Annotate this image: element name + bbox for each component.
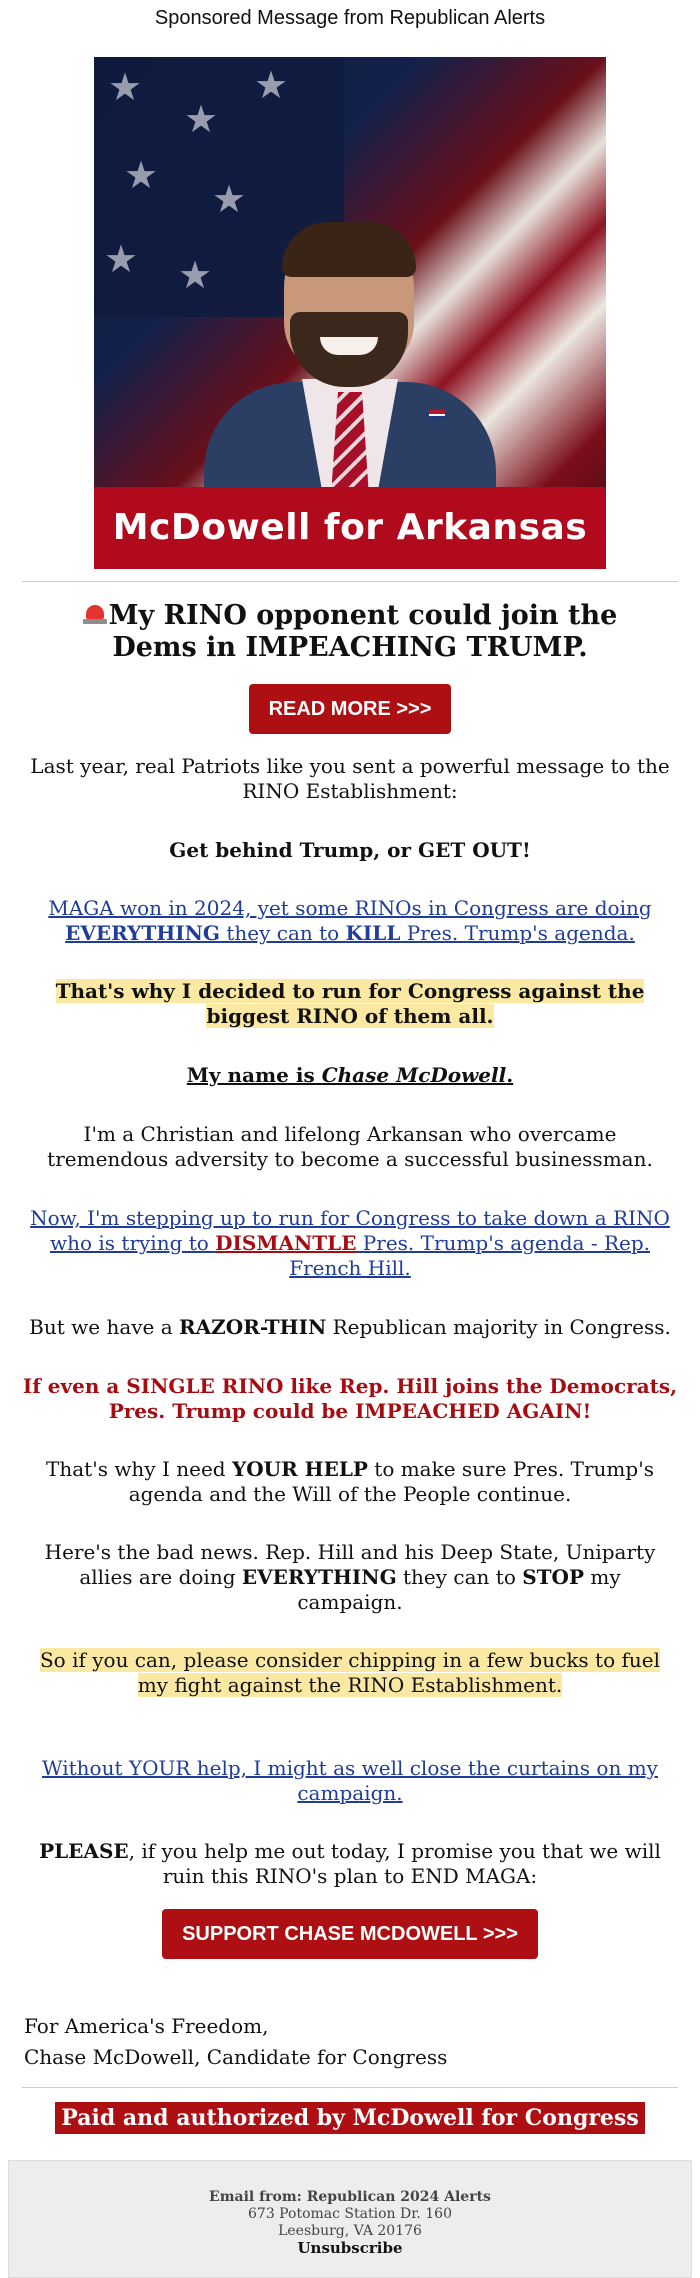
sponsored-message-header: Sponsored Message from Republican Alerts (154, 7, 546, 29)
headline-text: My RINO opponent could join the Dems in IMPEACHING TRUMP. (108, 600, 618, 663)
candidate-smile (320, 337, 378, 355)
hero-banner: McDowell for Arkansas (94, 487, 606, 569)
candidate-hair (282, 222, 416, 277)
flag-pin-icon (429, 410, 445, 420)
paragraph-about: I'm a Christian and lifelong Arkansan who overcame tremendous adversity to become a successful businessman. (47, 1122, 653, 1171)
paragraph-get-behind-trump: Get behind Trump, or GET OUT! (169, 838, 531, 862)
paragraph-your-help: That's why I need YOUR HELP to make sure Pres. Trump's agenda and the Will of the People continue. (46, 1457, 654, 1506)
divider (22, 2087, 678, 2088)
support-button[interactable]: SUPPORT CHASE MCDOWELL >>> (162, 1909, 538, 1959)
unsubscribe-link[interactable]: Unsubscribe (297, 2239, 403, 2257)
flag-canton: ★ ★ ★ ★ ★ ★ ★ (94, 57, 344, 317)
paragraph-impeached-warning: If even a SINGLE RINO like Rep. Hill joins the Democrats, Pres. Trump could be IMPEACHED AGAIN! (22, 1374, 678, 1423)
paragraph-my-name: My name is Chase McDowell. (186, 1063, 514, 1087)
paragraph-run-for-congress: That's why I decided to run for Congress against the biggest RINO of them all. (55, 979, 645, 1028)
footer (8, 2160, 692, 2278)
signoff-line-1: For America's Freedom, (24, 2014, 269, 2038)
siren-icon (83, 603, 107, 625)
hero-image[interactable] (94, 57, 606, 569)
link-maga-won[interactable]: MAGA won in 2024, yet some RINOs in Congress are doing EVERYTHING they can to KILL Pres. Trump's agenda. (48, 896, 652, 945)
headline (40, 600, 660, 664)
footer-address-1: 673 Potomac Station Dr. 160 (248, 2206, 452, 2222)
signoff (24, 2011, 676, 2073)
read-more-button[interactable]: READ MORE >>> (249, 684, 451, 734)
signoff-line-2: Chase McDowell, Candidate for Congress (24, 2045, 448, 2069)
footer-address-2: Leesburg, VA 20176 (278, 2223, 422, 2239)
paragraph-chip-in: So if you can, please consider chipping in a few bucks to fuel my fight against the RINO Establishment. (39, 1648, 661, 1697)
link-close-curtains[interactable]: Without YOUR help, I might as well close the curtains on my campaign. (42, 1756, 658, 1805)
footer-from: Email from: Republican 2024 Alerts (209, 2189, 491, 2205)
paid-for-disclaimer: Paid and authorized by McDowell for Congress (0, 2102, 700, 2134)
paragraph-bad-news: Here's the bad news. Rep. Hill and his Deep State, Uniparty allies are doing EVERYTHING they can to STOP my campaign. (44, 1540, 656, 1614)
divider (22, 581, 678, 582)
link-stepping-up[interactable]: Now, I'm stepping up to run for Congress to take down a RINO who is trying to DISMANTLE Pres. Trump's agenda - Rep. French Hill. (30, 1206, 670, 1280)
paragraph-razor-thin: But we have a RAZOR-THIN Republican majority in Congress. (29, 1315, 671, 1339)
paragraph-intro: Last year, real Patriots like you sent a powerful message to the RINO Establishment: (30, 754, 670, 803)
paragraph-please: PLEASE, if you help me out today, I promise you that we will ruin this RINO's plan to END MAGA: (39, 1839, 661, 1888)
